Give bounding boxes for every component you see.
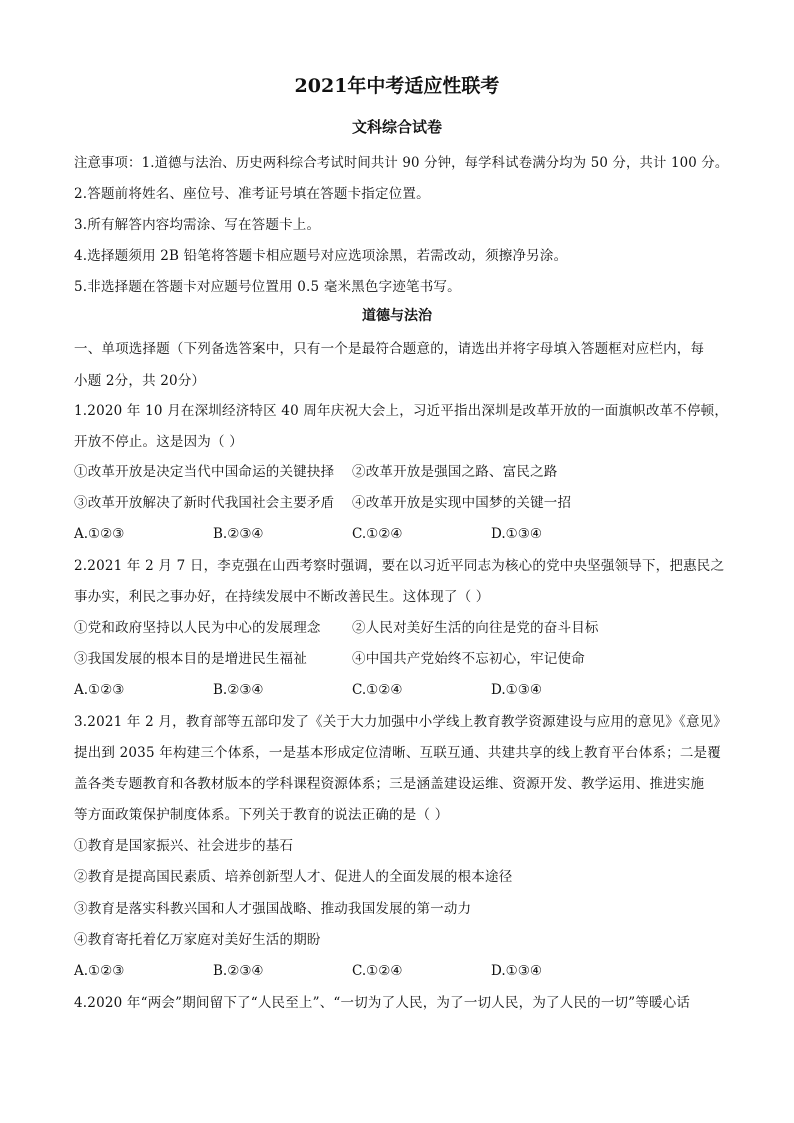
q4-stem-line1: 4.2020 年“两会”期间留下了“人民至上”、“一切为了人民，为了一切人民，为了人民的一切”等暖心话 <box>74 995 691 1011</box>
q3-option-a: A.①②③ <box>74 963 125 979</box>
q1-statement-1: ①改革开放是决定当代中国命运的关键抉择 <box>74 464 335 480</box>
q2-stem-line2: 事办实，利民之事办好，在持续发展中不断改善民生。这体现了（ ） <box>74 589 490 605</box>
exam-subtitle: 文科综合试卷 <box>351 118 442 136</box>
note-4: 4.选择题须用 2B 铅笔将答题卡相应题号对应选项涂黑，若需改动，须擦净另涂。 <box>74 248 568 264</box>
q3-statement-4: ④教育寄托着亿万家庭对美好生活的期盼 <box>74 932 321 948</box>
q1-option-c: C.①②④ <box>352 526 403 542</box>
q1-statement-2: ②改革开放是强国之路、富民之路 <box>352 464 558 480</box>
q3-option-b: B.②③④ <box>213 963 264 979</box>
q2-option-a: A.①②③ <box>74 682 125 698</box>
note-2: 2.答题前将姓名、座位号、准考证号填在答题卡指定位置。 <box>74 186 430 202</box>
q1-option-a: A.①②③ <box>74 526 125 542</box>
q3-stem-line4: 等方面政策保护制度体系。下列关于教育的说法正确的是（ ） <box>74 807 449 823</box>
q3-option-d: D.①③④ <box>491 963 542 979</box>
exam-title: 2021年中考适应性联考 <box>294 75 500 97</box>
q1-stem-line2: 开放不停止。这是因为（ ） <box>74 434 243 450</box>
section-intro-line2: 小题 2分，共 20分） <box>74 373 206 389</box>
q2-option-c: C.①②④ <box>352 682 403 698</box>
note-1: 注意事项：1.道德与法治、历史两科综合考试时间共计 90 分钟，每学科试卷满分均为 50 分，共计 100 分。 <box>74 155 729 171</box>
q1-option-d: D.①③④ <box>491 526 542 542</box>
q2-statement-3: ③我国发展的根本目的是增进民生福祉 <box>74 651 307 667</box>
q3-statement-3: ③教育是落实科教兴国和人才强国战略、推动我国发展的第一动力 <box>74 901 472 917</box>
q2-option-d: D.①③④ <box>491 682 542 698</box>
q2-statement-2: ②人民对美好生活的向往是党的奋斗目标 <box>352 620 599 636</box>
note-5: 5.非选择题在答题卡对应题号位置用 0.5 毫米黑色字迹笔书写。 <box>74 279 461 295</box>
q2-statement-1: ①党和政府坚持以人民为中心的发展理念 <box>74 620 321 636</box>
q3-stem-line1: 3.2021 年 2 月，教育部等五部印发了《关于大力加强中小学线上教育教学资源建设与应用的意见》《意见》 <box>74 714 728 730</box>
q2-option-b: B.②③④ <box>213 682 264 698</box>
note-3: 3.所有解答内容均需涂、写在答题卡上。 <box>74 217 321 233</box>
section-title: 道德与法治 <box>362 308 432 324</box>
q3-option-c: C.①②④ <box>352 963 403 979</box>
q1-stem-line1: 1.2020 年 10 月在深圳经济特区 40 周年庆祝大会上，习近平指出深圳是改革开放的一面旗帜改革不停顿， <box>74 403 729 419</box>
q1-statement-3: ③改革开放解决了新时代我国社会主要矛盾 <box>74 495 335 511</box>
q3-statement-1: ①教育是国家振兴、社会进步的基石 <box>74 838 294 854</box>
q1-statement-4: ④改革开放是实现中国梦的关键一招 <box>352 495 572 511</box>
q3-statement-2: ②教育是提高国民素质、培养创新型人才、促进人的全面发展的根本途径 <box>74 869 513 885</box>
q3-stem-line3: 盖各类专题教育和各教材版本的学科课程资源体系；三是涵盖建设运维、资源开发、教学运用、推进实施 <box>74 776 705 792</box>
q1-option-b: B.②③④ <box>213 526 264 542</box>
q2-statement-4: ④中国共产党始终不忘初心，牢记使命 <box>352 651 585 667</box>
q3-stem-line2: 提出到 2035 年构建三个体系，一是基本形成定位清晰、互联互通、共建共享的线上教育平台体系；二是覆 <box>74 745 721 761</box>
q2-stem-line1: 2.2021 年 2 月 7 日，李克强在山西考察时强调，要在以习近平同志为核心的党中央坚强领导下，把惠民之 <box>74 558 725 574</box>
section-intro-line1: 一、单项选择题（下列备选答案中，只有一个是最符合题意的，请选出并将字母填入答题框对应栏内，每 <box>74 341 705 357</box>
